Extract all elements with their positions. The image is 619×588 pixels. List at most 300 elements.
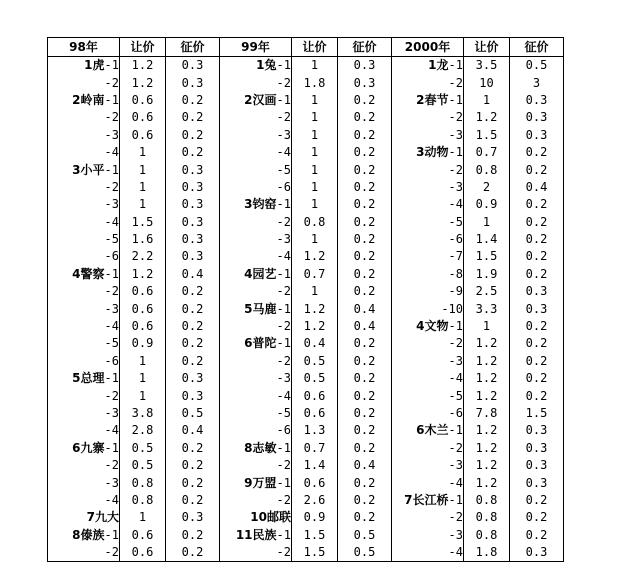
transfer-price-cell: 0.8 (120, 492, 166, 509)
issue-suffix: -2 (104, 110, 119, 125)
issue-suffix: -4 (448, 197, 463, 212)
issue-number: 4 (416, 319, 425, 334)
table-row (48, 179, 564, 196)
issue-suffix: -3 (276, 371, 291, 386)
stamp-issue-label (48, 527, 120, 544)
stamp-issue-label (48, 457, 120, 474)
transfer-price-cell: 0.5 (120, 457, 166, 474)
table-row (48, 248, 564, 265)
purchase-price-cell: 0.2 (510, 353, 564, 370)
transfer-price-cell: 1 (120, 179, 166, 196)
issue-suffix: -1 (448, 92, 463, 107)
issue-suffix: -6 (276, 423, 291, 438)
issue-number: 4 (244, 266, 253, 281)
issue-suffix: -2 (276, 284, 291, 299)
transfer-price-cell: 0.9 (292, 509, 338, 526)
issue-number: 8 (72, 527, 81, 542)
stamp-issue-label (48, 161, 120, 178)
purchase-price-cell: 0.2 (338, 109, 392, 126)
purchase-price-cell: 0.2 (338, 422, 392, 439)
transfer-price-cell: 1.4 (464, 231, 510, 248)
issue-name: 志敏 (252, 440, 277, 455)
issue-suffix: -4 (276, 145, 291, 160)
transfer-price-cell: 1.4 (292, 457, 338, 474)
stamp-issue-label (48, 214, 120, 231)
purchase-price-cell: 0.2 (338, 214, 392, 231)
transfer-price-cell: 1 (292, 283, 338, 300)
issue-suffix: -3 (448, 353, 463, 368)
issue-number: 4 (72, 266, 81, 281)
purchase-price-cell: 0.4 (166, 422, 220, 439)
issue-name: 龙 (436, 58, 449, 73)
stamp-issue-label (48, 370, 120, 387)
stamp-issue-label (220, 405, 292, 422)
issue-suffix: -2 (104, 388, 119, 403)
issue-suffix: -3 (448, 527, 463, 542)
issue-suffix: -3 (104, 127, 119, 142)
purchase-price-cell: 0.2 (510, 231, 564, 248)
purchase-price-cell: 0.4 (338, 300, 392, 317)
issue-suffix: -5 (448, 214, 463, 229)
purchase-price-cell: 1.5 (510, 405, 564, 422)
stamp-issue-label (220, 509, 292, 526)
transfer-price-cell: 1.9 (464, 266, 510, 283)
transfer-price-cell: 0.6 (120, 92, 166, 109)
issue-suffix: -2 (276, 458, 291, 473)
purchase-price-cell: 0.2 (338, 387, 392, 404)
issue-suffix: -1 (104, 371, 119, 386)
stamp-issue-label (220, 248, 292, 265)
transfer-price-cell: 1.5 (292, 527, 338, 544)
transfer-price-cell: 3.3 (464, 300, 510, 317)
purchase-price-cell: 0.2 (166, 318, 220, 335)
transfer-price-cell: 0.6 (120, 127, 166, 144)
issue-name: 民族 (252, 527, 277, 542)
issue-number: 2 (416, 92, 425, 107)
stamp-issue-label (48, 544, 120, 562)
stamp-issue-label (48, 196, 120, 213)
issue-number: 3 (244, 197, 253, 212)
purchase-price-cell: 0.2 (166, 353, 220, 370)
purchase-price-cell: 0.2 (510, 161, 564, 178)
transfer-price-cell: 0.8 (464, 527, 510, 544)
purchase-price-cell: 0.3 (510, 283, 564, 300)
issue-suffix: -6 (448, 406, 463, 420)
stamp-issue-label (220, 57, 292, 75)
issue-suffix: -1 (104, 527, 119, 542)
stamp-issue-label (48, 248, 120, 265)
purchase-price-cell: 0.2 (338, 196, 392, 213)
transfer-price-cell: 1 (120, 196, 166, 213)
stamp-issue-label (220, 74, 292, 91)
issue-suffix: -4 (104, 145, 119, 160)
issue-suffix: -6 (104, 353, 119, 368)
issue-suffix: -5 (276, 162, 291, 177)
issue-suffix: -1 (104, 92, 119, 107)
purchase-price-cell: 0.3 (166, 509, 220, 526)
table-row (48, 283, 564, 300)
issue-suffix: -3 (104, 197, 119, 212)
transfer-price-cell: 1 (292, 196, 338, 213)
purchase-price-cell: 0.3 (338, 74, 392, 91)
header-cell: 99年 (220, 38, 292, 57)
stamp-issue-label (392, 231, 464, 248)
issue-suffix: -3 (448, 127, 463, 142)
issue-suffix: -4 (448, 371, 463, 386)
stamp-issue-label (220, 109, 292, 126)
stamp-issue-label (392, 127, 464, 144)
issue-name: 岭南 (80, 92, 105, 107)
issue-name: 万盟 (252, 475, 277, 490)
issue-number: 7 (86, 510, 95, 525)
purchase-price-cell: 0.2 (338, 92, 392, 109)
transfer-price-cell: 1.2 (292, 300, 338, 317)
purchase-price-cell: 0.2 (510, 266, 564, 283)
issue-suffix: -1 (104, 440, 119, 455)
issue-suffix: -2 (448, 162, 463, 177)
transfer-price-cell: 1.8 (292, 74, 338, 91)
transfer-price-cell: 0.8 (464, 509, 510, 526)
issue-number: 6 (416, 423, 425, 438)
stamp-issue-label (48, 92, 120, 109)
purchase-price-cell: 0.3 (166, 231, 220, 248)
table-row (48, 266, 564, 283)
issue-suffix: -6 (276, 179, 291, 194)
issue-name: 马鹿 (252, 301, 277, 316)
stamp-issue-label (48, 57, 120, 75)
table-row (48, 335, 564, 352)
issue-suffix: -1 (104, 162, 119, 177)
transfer-price-cell: 3.5 (464, 57, 510, 75)
issue-suffix: -2 (448, 510, 463, 525)
transfer-price-cell: 0.6 (120, 544, 166, 562)
stamp-issue-label (48, 74, 120, 91)
issue-suffix: -2 (448, 336, 463, 351)
purchase-price-cell: 0.4 (338, 457, 392, 474)
issue-name: 警察 (80, 266, 105, 281)
stamp-issue-label (392, 179, 464, 196)
stamp-issue-label (392, 248, 464, 265)
purchase-price-cell: 0.2 (510, 196, 564, 213)
issue-name: 九寨 (80, 440, 105, 455)
header-cell: 2000年 (392, 38, 464, 57)
table-row (48, 527, 564, 544)
transfer-price-cell: 1 (292, 109, 338, 126)
purchase-price-cell: 0.3 (510, 457, 564, 474)
issue-number: 6 (72, 440, 81, 455)
issue-suffix: -1 (104, 266, 119, 281)
transfer-price-cell: 3.8 (120, 405, 166, 422)
stamp-issue-label (220, 544, 292, 562)
table-row (48, 509, 564, 526)
issue-suffix: -2 (104, 75, 119, 90)
table-row (48, 440, 564, 457)
purchase-price-cell: 0.2 (338, 440, 392, 457)
transfer-price-cell: 0.5 (120, 440, 166, 457)
issue-suffix: -3 (448, 179, 463, 194)
stamp-issue-label (220, 492, 292, 509)
purchase-price-cell: 0.2 (510, 318, 564, 335)
purchase-price-cell: 0.2 (338, 492, 392, 509)
issue-suffix: -1 (276, 197, 291, 212)
issue-suffix: -9 (448, 284, 463, 299)
table-row (48, 214, 564, 231)
stamp-issue-label (392, 144, 464, 161)
purchase-price-cell: 0.2 (338, 144, 392, 161)
transfer-price-cell: 1.2 (464, 335, 510, 352)
issue-number: 11 (235, 527, 253, 542)
issue-suffix: -5 (276, 406, 291, 420)
transfer-price-cell: 7.8 (464, 405, 510, 422)
price-table-container (47, 37, 564, 562)
issue-suffix: -4 (104, 492, 119, 507)
transfer-price-cell: 2.8 (120, 422, 166, 439)
transfer-price-cell: 1 (120, 144, 166, 161)
transfer-price-cell: 1 (292, 144, 338, 161)
issue-number: 5 (244, 301, 253, 316)
stamp-issue-label (392, 74, 464, 91)
transfer-price-cell: 0.6 (120, 109, 166, 126)
stamp-issue-label (48, 474, 120, 491)
transfer-price-cell: 1 (120, 370, 166, 387)
transfer-price-cell: 1 (292, 57, 338, 75)
stamp-issue-label (392, 474, 464, 491)
purchase-price-cell: 0.2 (510, 387, 564, 404)
stamp-issue-label (220, 144, 292, 161)
stamp-issue-label (392, 196, 464, 213)
transfer-price-cell: 1.2 (120, 266, 166, 283)
issue-suffix: -5 (448, 388, 463, 403)
transfer-price-cell: 0.7 (292, 266, 338, 283)
table-row (48, 144, 564, 161)
purchase-price-cell: 0.2 (166, 474, 220, 491)
issue-name: 邮联 (266, 510, 291, 525)
issue-suffix: -3 (276, 127, 291, 142)
header-cell: 让价 (120, 38, 166, 57)
issue-suffix: -3 (104, 475, 119, 490)
purchase-price-cell: 0.4 (166, 266, 220, 283)
issue-suffix: -1 (448, 145, 463, 160)
purchase-price-cell: 0.3 (166, 248, 220, 265)
issue-suffix: -1 (276, 92, 291, 107)
issue-suffix: -8 (448, 266, 463, 281)
issue-name: 文物 (424, 319, 449, 334)
stamp-issue-label (220, 457, 292, 474)
purchase-price-cell: 0.2 (166, 335, 220, 352)
issue-suffix: -2 (104, 545, 119, 560)
transfer-price-cell: 2.2 (120, 248, 166, 265)
issue-suffix: -1 (104, 58, 119, 73)
purchase-price-cell: 0.2 (166, 283, 220, 300)
purchase-price-cell: 0.2 (166, 300, 220, 317)
purchase-price-cell: 0.2 (338, 179, 392, 196)
table-row (48, 353, 564, 370)
stamp-issue-label (220, 214, 292, 231)
issue-suffix: -1 (448, 492, 463, 507)
stamp-issue-label (48, 109, 120, 126)
purchase-price-cell: 0.2 (510, 492, 564, 509)
stamp-issue-label (392, 214, 464, 231)
issue-name: 汉画 (252, 92, 277, 107)
purchase-price-cell: 0.3 (166, 57, 220, 75)
transfer-price-cell: 1.2 (464, 474, 510, 491)
stamp-issue-label (48, 387, 120, 404)
purchase-price-cell: 0.5 (510, 57, 564, 75)
transfer-price-cell: 0.9 (464, 196, 510, 213)
transfer-price-cell: 1.2 (464, 387, 510, 404)
stamp-issue-label (220, 300, 292, 317)
price-table (47, 37, 564, 562)
stamp-issue-label (392, 266, 464, 283)
issue-number: 3 (416, 145, 425, 160)
stamp-issue-label (392, 405, 464, 422)
issue-suffix: -1 (276, 301, 291, 316)
issue-suffix: -2 (448, 75, 463, 90)
table-body (48, 57, 564, 562)
stamp-issue-label (48, 144, 120, 161)
issue-suffix: -4 (276, 249, 291, 264)
stamp-issue-label (48, 422, 120, 439)
issue-suffix: -1 (276, 475, 291, 490)
purchase-price-cell: 0.2 (510, 214, 564, 231)
issue-suffix: -5 (104, 232, 119, 247)
issue-number: 7 (404, 492, 413, 507)
issue-name: 钧窑 (252, 197, 277, 212)
table-row (48, 387, 564, 404)
issue-number: 1 (428, 58, 437, 73)
issue-name: 傣族 (80, 527, 105, 542)
table-row (48, 422, 564, 439)
issue-suffix: -1 (276, 527, 291, 542)
table-row (48, 161, 564, 178)
transfer-price-cell: 1.2 (120, 74, 166, 91)
issue-suffix: -4 (104, 214, 119, 229)
transfer-price-cell: 1 (464, 92, 510, 109)
issue-suffix: -3 (104, 406, 119, 420)
purchase-price-cell: 0.3 (510, 127, 564, 144)
issue-name: 小平 (80, 162, 105, 177)
purchase-price-cell: 0.3 (510, 474, 564, 491)
stamp-issue-label (48, 300, 120, 317)
stamp-issue-label (392, 527, 464, 544)
issue-suffix: -4 (448, 475, 463, 490)
issue-suffix: -1 (276, 336, 291, 351)
transfer-price-cell: 1.2 (464, 109, 510, 126)
transfer-price-cell: 0.8 (464, 161, 510, 178)
issue-name: 总理 (80, 371, 105, 386)
purchase-price-cell: 0.3 (510, 544, 564, 562)
stamp-issue-label (220, 370, 292, 387)
transfer-price-cell: 1.2 (464, 422, 510, 439)
stamp-issue-label (48, 405, 120, 422)
transfer-price-cell: 1.3 (292, 422, 338, 439)
purchase-price-cell: 0.2 (510, 527, 564, 544)
transfer-price-cell: 0.7 (464, 144, 510, 161)
stamp-issue-label (48, 283, 120, 300)
stamp-issue-label (48, 492, 120, 509)
purchase-price-cell: 0.2 (338, 283, 392, 300)
table-row (48, 474, 564, 491)
stamp-issue-label (48, 127, 120, 144)
stamp-issue-label (392, 109, 464, 126)
purchase-price-cell: 0.2 (510, 335, 564, 352)
transfer-price-cell: 1.2 (120, 57, 166, 75)
issue-suffix: -6 (448, 232, 463, 247)
purchase-price-cell: 0.3 (510, 440, 564, 457)
table-row (48, 74, 564, 91)
transfer-price-cell: 1.2 (292, 248, 338, 265)
issue-suffix: -2 (276, 214, 291, 229)
table-row (48, 231, 564, 248)
transfer-price-cell: 1.2 (292, 318, 338, 335)
issue-name: 动物 (424, 145, 449, 160)
purchase-price-cell: 0.2 (510, 144, 564, 161)
transfer-price-cell: 1 (120, 509, 166, 526)
issue-suffix: -2 (276, 545, 291, 560)
transfer-price-cell: 2 (464, 179, 510, 196)
issue-suffix: -2 (276, 319, 291, 334)
issue-number: 5 (72, 371, 81, 386)
stamp-issue-label (392, 92, 464, 109)
stamp-issue-label (392, 161, 464, 178)
stamp-issue-label (48, 335, 120, 352)
purchase-price-cell: 0.2 (338, 335, 392, 352)
issue-suffix: -2 (104, 458, 119, 473)
issue-suffix: -2 (448, 110, 463, 125)
stamp-issue-label (48, 179, 120, 196)
transfer-price-cell: 0.6 (120, 527, 166, 544)
purchase-price-cell: 0.3 (166, 179, 220, 196)
table-row (48, 492, 564, 509)
stamp-issue-label (392, 283, 464, 300)
purchase-price-cell: 0.2 (166, 109, 220, 126)
issue-suffix: -4 (448, 545, 463, 560)
stamp-issue-label (220, 127, 292, 144)
transfer-price-cell: 1.5 (464, 248, 510, 265)
stamp-issue-label (48, 440, 120, 457)
stamp-issue-label (392, 422, 464, 439)
transfer-price-cell: 10 (464, 74, 510, 91)
stamp-issue-label (392, 353, 464, 370)
purchase-price-cell: 0.3 (510, 109, 564, 126)
issue-suffix: -1 (276, 58, 291, 73)
purchase-price-cell: 0.2 (338, 370, 392, 387)
transfer-price-cell: 1 (120, 161, 166, 178)
issue-suffix: -3 (276, 232, 291, 247)
stamp-issue-label (392, 457, 464, 474)
issue-number: 2 (244, 92, 253, 107)
transfer-price-cell: 0.8 (464, 492, 510, 509)
purchase-price-cell: 0.3 (166, 214, 220, 231)
stamp-issue-label (392, 492, 464, 509)
stamp-issue-label (392, 370, 464, 387)
transfer-price-cell: 1.6 (120, 231, 166, 248)
issue-number: 9 (244, 475, 253, 490)
stamp-issue-label (220, 335, 292, 352)
stamp-issue-label (220, 92, 292, 109)
purchase-price-cell: 0.2 (166, 527, 220, 544)
issue-suffix: -3 (448, 458, 463, 473)
issue-suffix: -1 (448, 423, 463, 438)
stamp-issue-label (220, 474, 292, 491)
issue-suffix: -1 (448, 319, 463, 334)
issue-suffix: -1 (448, 58, 463, 73)
purchase-price-cell: 0.3 (166, 387, 220, 404)
purchase-price-cell: 0.3 (510, 92, 564, 109)
stamp-issue-label (220, 387, 292, 404)
stamp-issue-label (392, 300, 464, 317)
transfer-price-cell: 0.6 (292, 474, 338, 491)
